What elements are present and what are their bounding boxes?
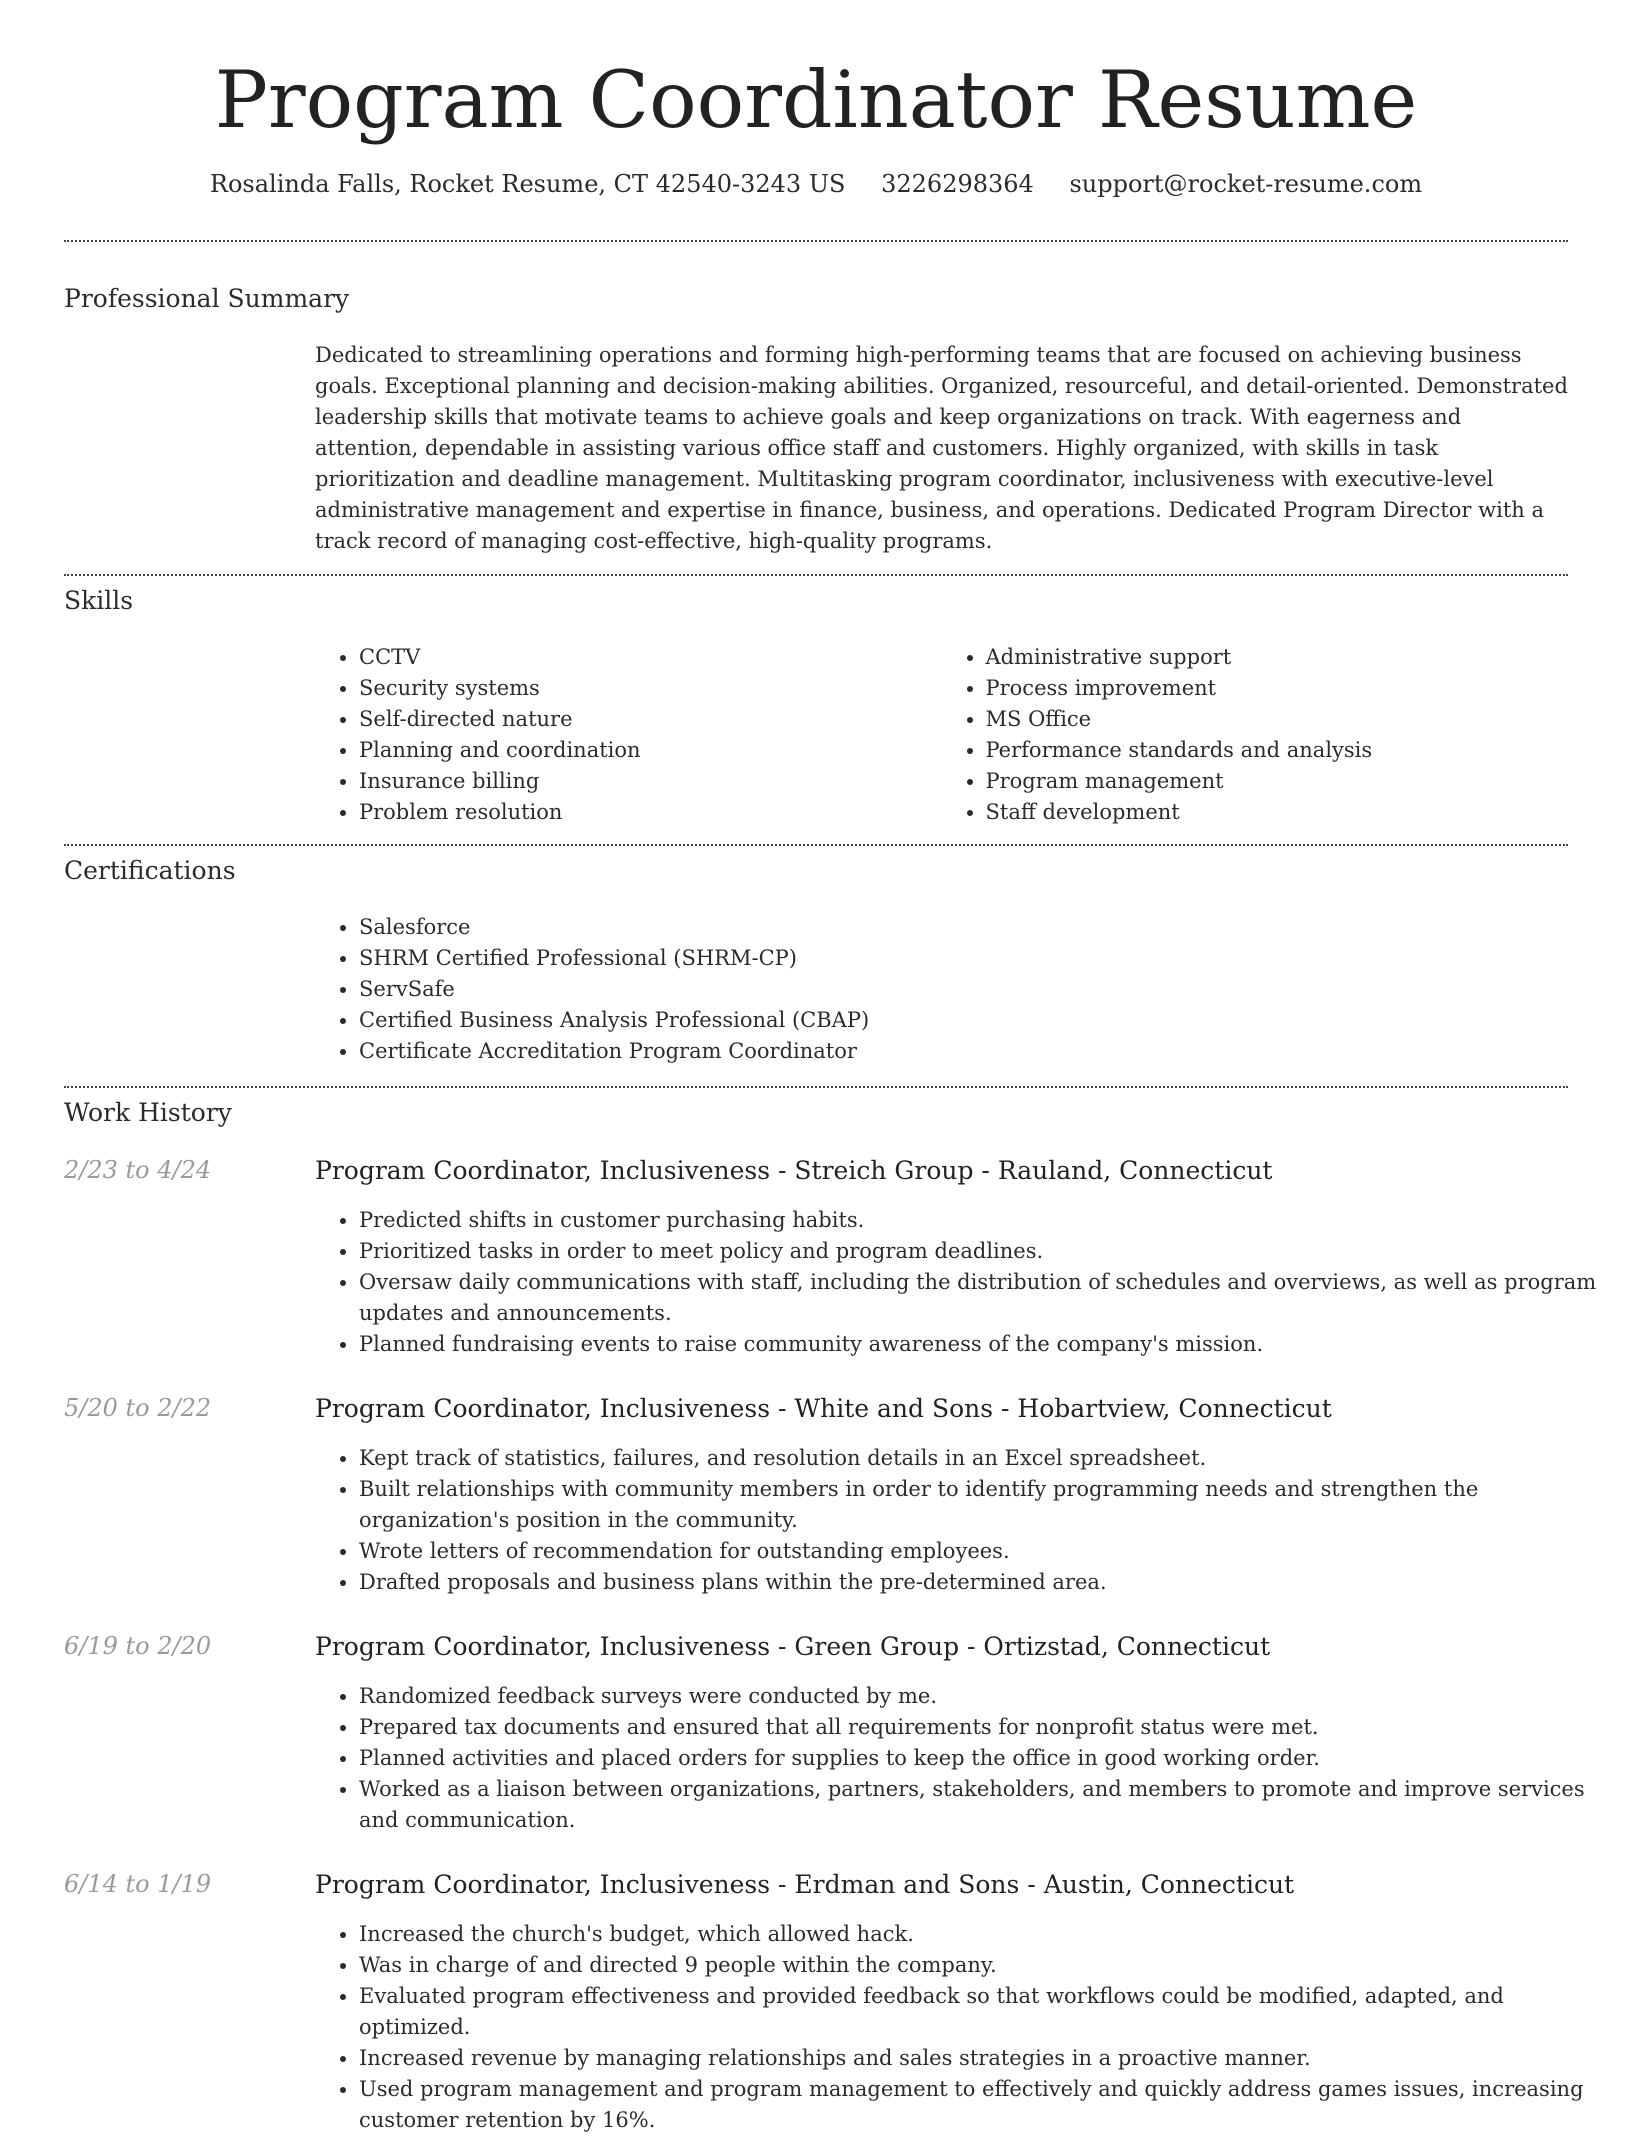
list-item: • Insurance billing (359, 766, 942, 797)
contact-address: Rosalinda Falls, Rocket Resume, CT 42540-3243 US (209, 170, 846, 198)
list-item: • Used program management and program management to effectively and quickly address games issues, increasing customer retention by 16%. (359, 2074, 1612, 2136)
job-bullets (315, 1443, 1612, 1598)
divider (64, 240, 1568, 242)
contact-line (0, 170, 1632, 198)
job-bullets (315, 1681, 1612, 1836)
job-bullets (315, 1919, 1612, 2136)
list-item: • Worked as a liaison between organizations, partners, stakeholders, and members to promote and improve services and communication. (359, 1774, 1612, 1836)
job-date: 6/19 to 2/20 (64, 1632, 212, 1660)
list-item: • Kept track of statistics, failures, and resolution details in an Excel spreadsheet. (359, 1443, 1612, 1474)
job-title: Program Coordinator, Inclusiveness - Streich Group - Rauland, Connecticut (315, 1156, 1273, 1185)
list-item: • Drafted proposals and business plans within the pre-determined area. (359, 1567, 1612, 1598)
divider (64, 1086, 1568, 1088)
list-item: • Program management (986, 766, 1569, 797)
list-item: • Planned fundraising events to raise community awareness of the company's mission. (359, 1329, 1612, 1360)
skills-heading: Skills (64, 586, 134, 615)
job-date: 6/14 to 1/19 (64, 1870, 212, 1898)
list-item: • Was in charge of and directed 9 people within the company. (359, 1950, 1612, 1981)
work-history-heading: Work History (64, 1098, 232, 1127)
list-item: • Built relationships with community members in order to identify programming needs and strengthen the organization's position in the community. (359, 1474, 1612, 1536)
list-item: • Salesforce (359, 912, 1568, 943)
divider (64, 574, 1568, 576)
list-item: • MS Office (986, 704, 1569, 735)
contact-phone: 3226298364 (881, 170, 1034, 198)
job-date: 2/23 to 4/24 (64, 1156, 212, 1184)
list-item: • Self-directed nature (359, 704, 942, 735)
list-item: • Administrative support (986, 642, 1569, 673)
summary-heading: Professional Summary (64, 284, 350, 313)
list-item: • Performance standards and analysis (986, 735, 1569, 766)
certifications-heading: Certifications (64, 856, 236, 885)
list-item: • Certificate Accreditation Program Coordinator (359, 1036, 1568, 1067)
list-item: • Security systems (359, 673, 942, 704)
skills-column-left (315, 642, 942, 828)
list-item: • Planned activities and placed orders for supplies to keep the office in good working order. (359, 1743, 1612, 1774)
summary-text: Dedicated to streamlining operations and forming high-performing teams that are focused on achieving business goals. Exceptional planning and decision-making abilities. Organized, resourceful, and detail-oriented. Demonstrated leadership skills that motivate teams to achieve goals and keep organizations on track. With eagerness and attention, dependable in assisting various office staff and customers. Highly organized, with skills in task prioritization and deadline management. Multitasking program coordinator, inclusiveness with executive-level administrative management and expertise in finance, business, and operations. Dedicated Program Director with a track record of managing cost-effective, high-quality programs. (315, 343, 1568, 553)
skills-column-right (942, 642, 1569, 828)
list-item: • Wrote letters of recommendation for outstanding employees. (359, 1536, 1612, 1567)
list-item: • ServSafe (359, 974, 1568, 1005)
list-item: • Problem resolution (359, 797, 942, 828)
job-title: Program Coordinator, Inclusiveness - White and Sons - Hobartview, Connecticut (315, 1394, 1332, 1423)
job-bullets (315, 1205, 1612, 1360)
certifications-list (315, 912, 1568, 1067)
list-item: • Certified Business Analysis Professional (CBAP) (359, 1005, 1568, 1036)
contact-email: support@rocket-resume.com (1069, 170, 1423, 198)
job-title: Program Coordinator, Inclusiveness - Erdman and Sons - Austin, Connecticut (315, 1870, 1295, 1899)
list-item: • Prioritized tasks in order to meet policy and program deadlines. (359, 1236, 1612, 1267)
page-title: Program Coordinator Resume (214, 54, 1418, 146)
list-item: • Increased revenue by managing relationships and sales strategies in a proactive manner. (359, 2043, 1612, 2074)
list-item: • Planning and coordination (359, 735, 942, 766)
list-item: • Staff development (986, 797, 1569, 828)
list-item: • SHRM Certified Professional (SHRM-CP) (359, 943, 1568, 974)
list-item: • Evaluated program effectiveness and provided feedback so that workflows could be modified, adapted, and optimized. (359, 1981, 1612, 2043)
job-title: Program Coordinator, Inclusiveness - Green Group - Ortizstad, Connecticut (315, 1632, 1271, 1661)
job-date: 5/20 to 2/22 (64, 1394, 212, 1422)
skills-list (315, 642, 1568, 828)
list-item: • CCTV (359, 642, 942, 673)
list-item: • Increased the church's budget, which allowed hack. (359, 1919, 1612, 1950)
list-item: • Oversaw daily communications with staff, including the distribution of schedules and overviews, as well as program updates and announcements. (359, 1267, 1612, 1329)
divider (64, 844, 1568, 846)
list-item: • Prepared tax documents and ensured that all requirements for nonprofit status were met. (359, 1712, 1612, 1743)
list-item: • Process improvement (986, 673, 1569, 704)
list-item: • Randomized feedback surveys were conducted by me. (359, 1681, 1612, 1712)
list-item: • Predicted shifts in customer purchasing habits. (359, 1205, 1612, 1236)
